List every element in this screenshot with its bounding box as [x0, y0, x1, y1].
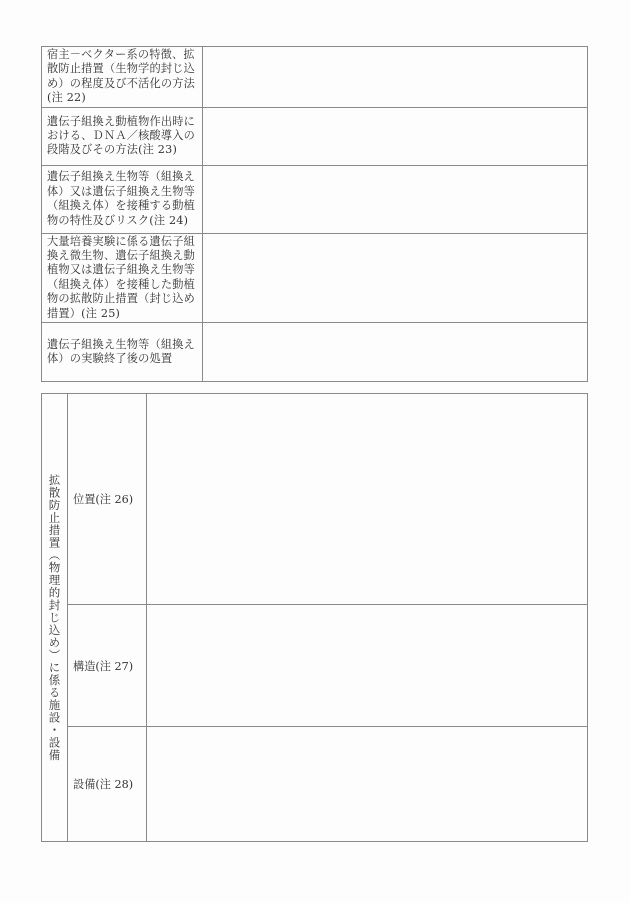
- experiment-details-table: [41, 46, 588, 382]
- row-value-post-experiment-disposal[interactable]: [203, 323, 588, 382]
- row-value-structure[interactable]: [147, 605, 588, 727]
- table-row: [42, 727, 588, 842]
- group-label-cell: [42, 394, 68, 842]
- row-value-large-scale-containment[interactable]: [203, 233, 588, 322]
- row-value-equipment[interactable]: [147, 727, 588, 842]
- row-label-post-experiment-disposal: 遺伝子組換え生物等（組換え体）の実験終了後の処置: [42, 323, 203, 382]
- table-row: [42, 107, 588, 165]
- row-label-host-vector: 宿主－ベクター系の特徴、拡散防止措置（生物学的封じ込め）の程度及び不活化の方法(注 22): [42, 47, 203, 108]
- table-row: [42, 323, 588, 382]
- table-row: [42, 165, 588, 233]
- table-row: [42, 47, 588, 108]
- row-label-large-scale-containment: 大量培養実験に係る遺伝子組換え微生物、遺伝子組換え動植物又は遺伝子組換え生物等（組換え体）を接種した動植物の拡散防止措置（封じ込め措置）(注 25): [42, 233, 203, 322]
- facilities-table: [41, 393, 588, 842]
- row-label-equipment: 設備(注 28): [68, 727, 147, 842]
- row-label-dna-introduction: 遺伝子組換え動植物作出時における、ＤＮＡ／核酸導入の段階及びその方法(注 23): [42, 107, 203, 165]
- table-row: [42, 233, 588, 322]
- group-label: 拡散防止措置（物理的封じ込め）に係る施設・設備: [47, 473, 62, 762]
- table-row: [42, 394, 588, 605]
- row-label-structure: 構造(注 27): [68, 605, 147, 727]
- row-value-dna-introduction[interactable]: [203, 107, 588, 165]
- row-value-characteristics-risk[interactable]: [203, 165, 588, 233]
- row-label-location: 位置(注 26): [68, 394, 147, 605]
- table-row: [42, 605, 588, 727]
- row-value-host-vector[interactable]: [203, 47, 588, 108]
- row-label-characteristics-risk: 遺伝子組換え生物等（組換え体）又は遺伝子組換え生物等（組換え体）を接種する動植物の特性及びリスク(注 24): [42, 165, 203, 233]
- row-value-location[interactable]: [147, 394, 588, 605]
